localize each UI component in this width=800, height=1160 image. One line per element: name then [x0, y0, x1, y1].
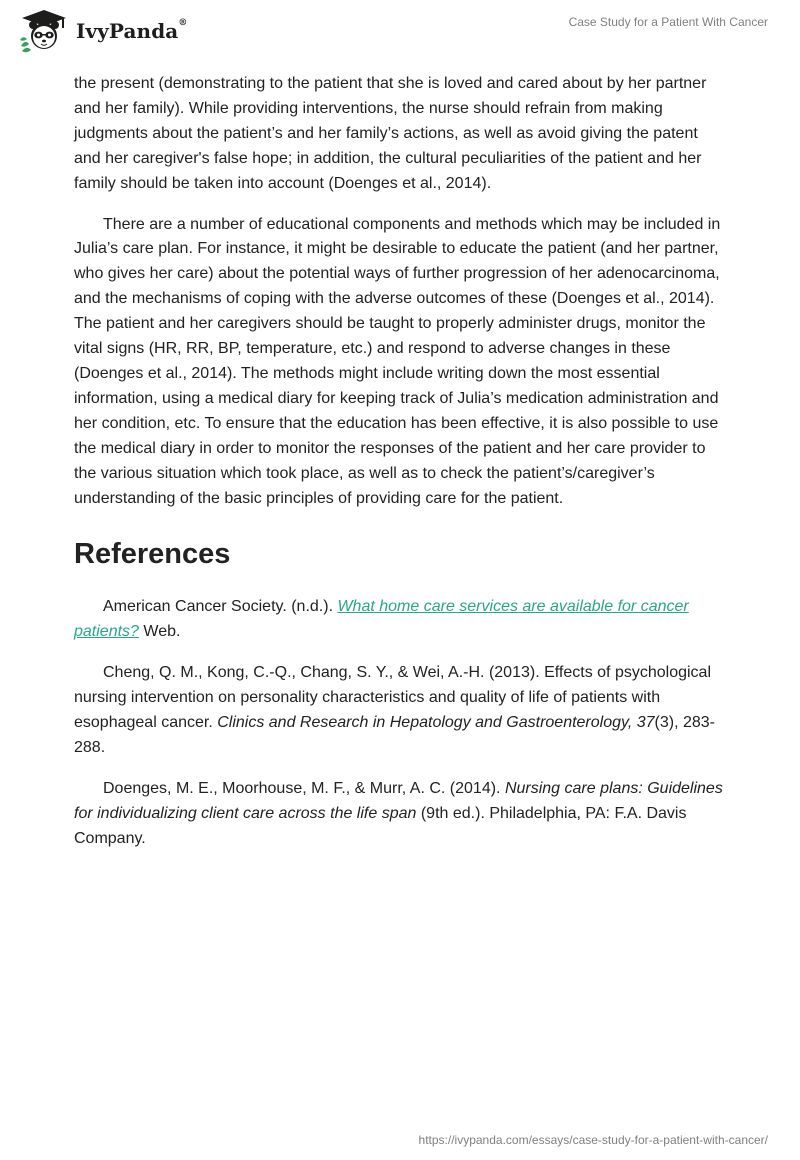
page-header: [0, 0, 800, 70]
brand-logo[interactable]: [16, 8, 187, 54]
reference-text: (3), 283-288.: [74, 714, 715, 756]
references-heading: References: [74, 538, 231, 571]
reference-entry: [74, 777, 724, 852]
footer-url[interactable]: https://ivypanda.com/essays/case-study-for-a-patient-with-cancer/: [418, 1133, 768, 1147]
document-body: [74, 72, 724, 868]
reference-text: (9th ed.). Philadelphia, PA: F.A. Davis Company.: [74, 804, 687, 847]
reference-source-title: Clinics and Research in Hepatology and Gastroenterology, 37: [217, 714, 655, 732]
document-title: Case Study for a Patient With Cancer: [568, 15, 768, 29]
body-paragraph: the present (demonstrating to the patient that she is loved and cared about by her partner and her family). While providing interventions, the nurse should refrain from making judgments about the patient’s and her family’s actions, as well as avoid giving the patent and her caregiver's false hope; in addition, the cultural peculiarities of the patient and her family should be taken into account (Doenges et al., 2014).: [74, 75, 707, 192]
reference-source-title: Nursing care plans: Guidelines for individualizing client care across the life span: [74, 779, 723, 822]
reference-text: Doenges, M. E., Moorhouse, M. F., & Murr, A. C. (2014).: [103, 779, 505, 797]
reference-link[interactable]: What home care services are available for cancer patients?: [74, 598, 689, 641]
brand-name: IvyPanda®: [76, 18, 188, 43]
reference-text: Cheng, Q. M., Kong, C.-Q., Chang, S. Y., & Wei, A.-H. (2013). Effects of psychological nursing intervention on personality characteristics and quality of life of patients with esophageal cancer.: [74, 664, 711, 732]
body-paragraph: There are a number of educational components and methods which may be included in Julia’s care plan. For instance, it might be desirable to educate the patient (and her partner, who gives her care) about the potential ways of further progression of her adenocarcinoma, and the mechanisms of coping with the adverse outcomes of these (Doenges et al., 2014). The patient and her caregivers should be taught to properly administer drugs, monitor the vital signs (HR, RR, BP, temperature, etc.) and respond to adverse changes in these (Doenges et al., 2014). The methods might include writing down the most essential information, using a medical diary for keeping track of Julia’s medication administration and her condition, etc. To ensure that the education has been effective, it is also possible to use the medical diary in order to monitor the responses of the patient and her care provider to the various situation which took place, as well as to check the patient’s/caregiver’s understanding of the basic principles of providing care for the patient.: [74, 215, 721, 507]
reference-entry: [74, 661, 724, 761]
reference-text: Web.: [138, 623, 181, 641]
reference-text: American Cancer Society. (n.d.).: [103, 598, 338, 616]
reference-entry: [74, 595, 724, 645]
panda-logo-icon: [16, 8, 72, 54]
